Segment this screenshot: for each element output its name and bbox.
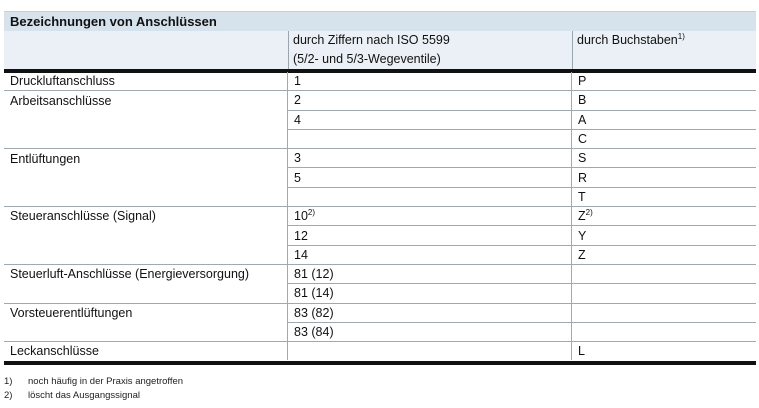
cell-designation — [4, 110, 288, 129]
connections-table — [4, 72, 756, 360]
footnote-mark: 1) — [4, 376, 13, 387]
digit-value: 81 (14) — [294, 286, 334, 301]
table-row — [4, 322, 756, 341]
table-row — [4, 149, 756, 168]
cell-digit — [288, 322, 572, 341]
cell-designation — [4, 245, 288, 264]
digit-value: 81 (12) — [294, 267, 334, 282]
cell-digit — [288, 91, 572, 110]
cell-designation — [4, 284, 288, 303]
cell-designation: Arbeitsanschlüsse — [10, 93, 112, 108]
table-row — [4, 207, 756, 226]
cell-designation — [4, 187, 288, 206]
cell-digit — [288, 264, 572, 283]
cell-designation: Vorsteuerentlüftungen — [10, 305, 133, 320]
cell-digit — [288, 72, 572, 91]
header-digits-line2: (5/2- und 5/3-Wegeventile) — [293, 52, 441, 66]
cell-designation — [4, 322, 288, 341]
table-row — [4, 264, 756, 283]
digit-value: 5 — [294, 170, 301, 185]
header-letters-text: durch Buchstaben — [577, 33, 678, 47]
cell-letter — [572, 187, 757, 206]
cell-designation: Entlüftungen — [10, 151, 81, 166]
footnote-mark: 2) — [4, 390, 13, 401]
table-row — [4, 303, 756, 322]
table-row — [4, 129, 756, 148]
letter-value: P — [578, 74, 587, 89]
cell-designation — [4, 168, 288, 187]
table-row — [4, 168, 756, 187]
cell-digit — [288, 207, 572, 226]
letter-value: L — [578, 344, 585, 359]
table-row — [4, 72, 756, 91]
letter-value: C — [578, 132, 588, 147]
digit-value: 3 — [294, 151, 301, 166]
cell-letter — [572, 264, 757, 283]
digit-value: 10 — [294, 209, 308, 224]
cell-letter — [572, 245, 757, 264]
cell-digit — [288, 303, 572, 322]
letter-value: Z — [578, 247, 586, 262]
cell-letter — [572, 129, 757, 148]
cell-designation: Steuerluft-Anschlüsse (Energieversorgung) — [10, 267, 250, 282]
table-row — [4, 226, 756, 245]
header-divider — [288, 31, 289, 69]
cell-digit — [288, 342, 572, 361]
table-title: Bezeichnungen von Anschlüssen — [4, 11, 756, 31]
digit-value: 1 — [294, 74, 301, 89]
cell-designation: Leckanschlüsse — [10, 344, 99, 359]
table-row — [4, 110, 756, 129]
table-header — [4, 31, 756, 69]
letter-value: Y — [578, 228, 587, 243]
cell-digit — [288, 226, 572, 245]
header-letters — [575, 31, 685, 69]
header-digits-line1: durch Ziffern nach ISO 5599 — [293, 33, 450, 47]
digit-value: 83 (84) — [294, 325, 334, 339]
cell-digit — [288, 149, 572, 168]
cell-letter — [572, 91, 757, 110]
cell-digit — [288, 284, 572, 303]
letter-value: R — [578, 170, 588, 185]
cell-designation — [4, 226, 288, 245]
letter-value: T — [578, 189, 586, 204]
cell-digit — [288, 245, 572, 264]
cell-designation: Druckluftanschluss — [4, 72, 288, 91]
table-row — [4, 91, 756, 110]
table-row — [4, 245, 756, 264]
table-bottom-rule — [4, 361, 756, 365]
cell-letter — [572, 110, 757, 129]
footnote-text: noch häufig in der Praxis angetroffen — [28, 376, 184, 387]
cell-designation: Steueranschlüsse (Signal) — [10, 209, 156, 224]
cell-digit — [288, 168, 572, 187]
cell-digit — [288, 129, 572, 148]
header-divider — [572, 31, 573, 69]
letter-value: A — [578, 112, 587, 127]
table-row — [4, 342, 756, 361]
footnote-text: löscht das Ausgangssignal — [28, 390, 140, 401]
cell-designation — [4, 129, 288, 148]
cell-letter — [572, 322, 757, 341]
cell-letter — [572, 303, 757, 322]
letter-value: Z — [578, 209, 586, 224]
header-digits — [291, 31, 450, 69]
cell-letter — [572, 72, 757, 91]
digit-value: 12 — [294, 228, 308, 243]
cell-letter — [572, 149, 757, 168]
letter-value: B — [578, 93, 587, 108]
cell-letter — [572, 342, 757, 361]
cell-digit — [288, 187, 572, 206]
digit-value: 83 (82) — [294, 305, 334, 320]
letter-value: S — [578, 151, 587, 166]
cell-letter — [572, 168, 757, 187]
letter-footnote-ref: 2) — [585, 208, 593, 218]
footnote — [4, 375, 183, 389]
digit-value: 4 — [294, 112, 301, 127]
digit-footnote-ref: 2) — [307, 208, 316, 218]
header-letters-footnote-ref: 1) — [677, 32, 685, 41]
footnote — [4, 389, 183, 403]
cell-letter — [572, 226, 757, 245]
table-row — [4, 284, 756, 303]
table-row — [4, 187, 756, 206]
cell-letter — [572, 207, 757, 226]
digit-value: 14 — [294, 247, 308, 262]
cell-digit — [288, 110, 572, 129]
footnotes — [4, 375, 183, 403]
cell-letter — [572, 284, 757, 303]
digit-value: 2 — [294, 93, 301, 108]
